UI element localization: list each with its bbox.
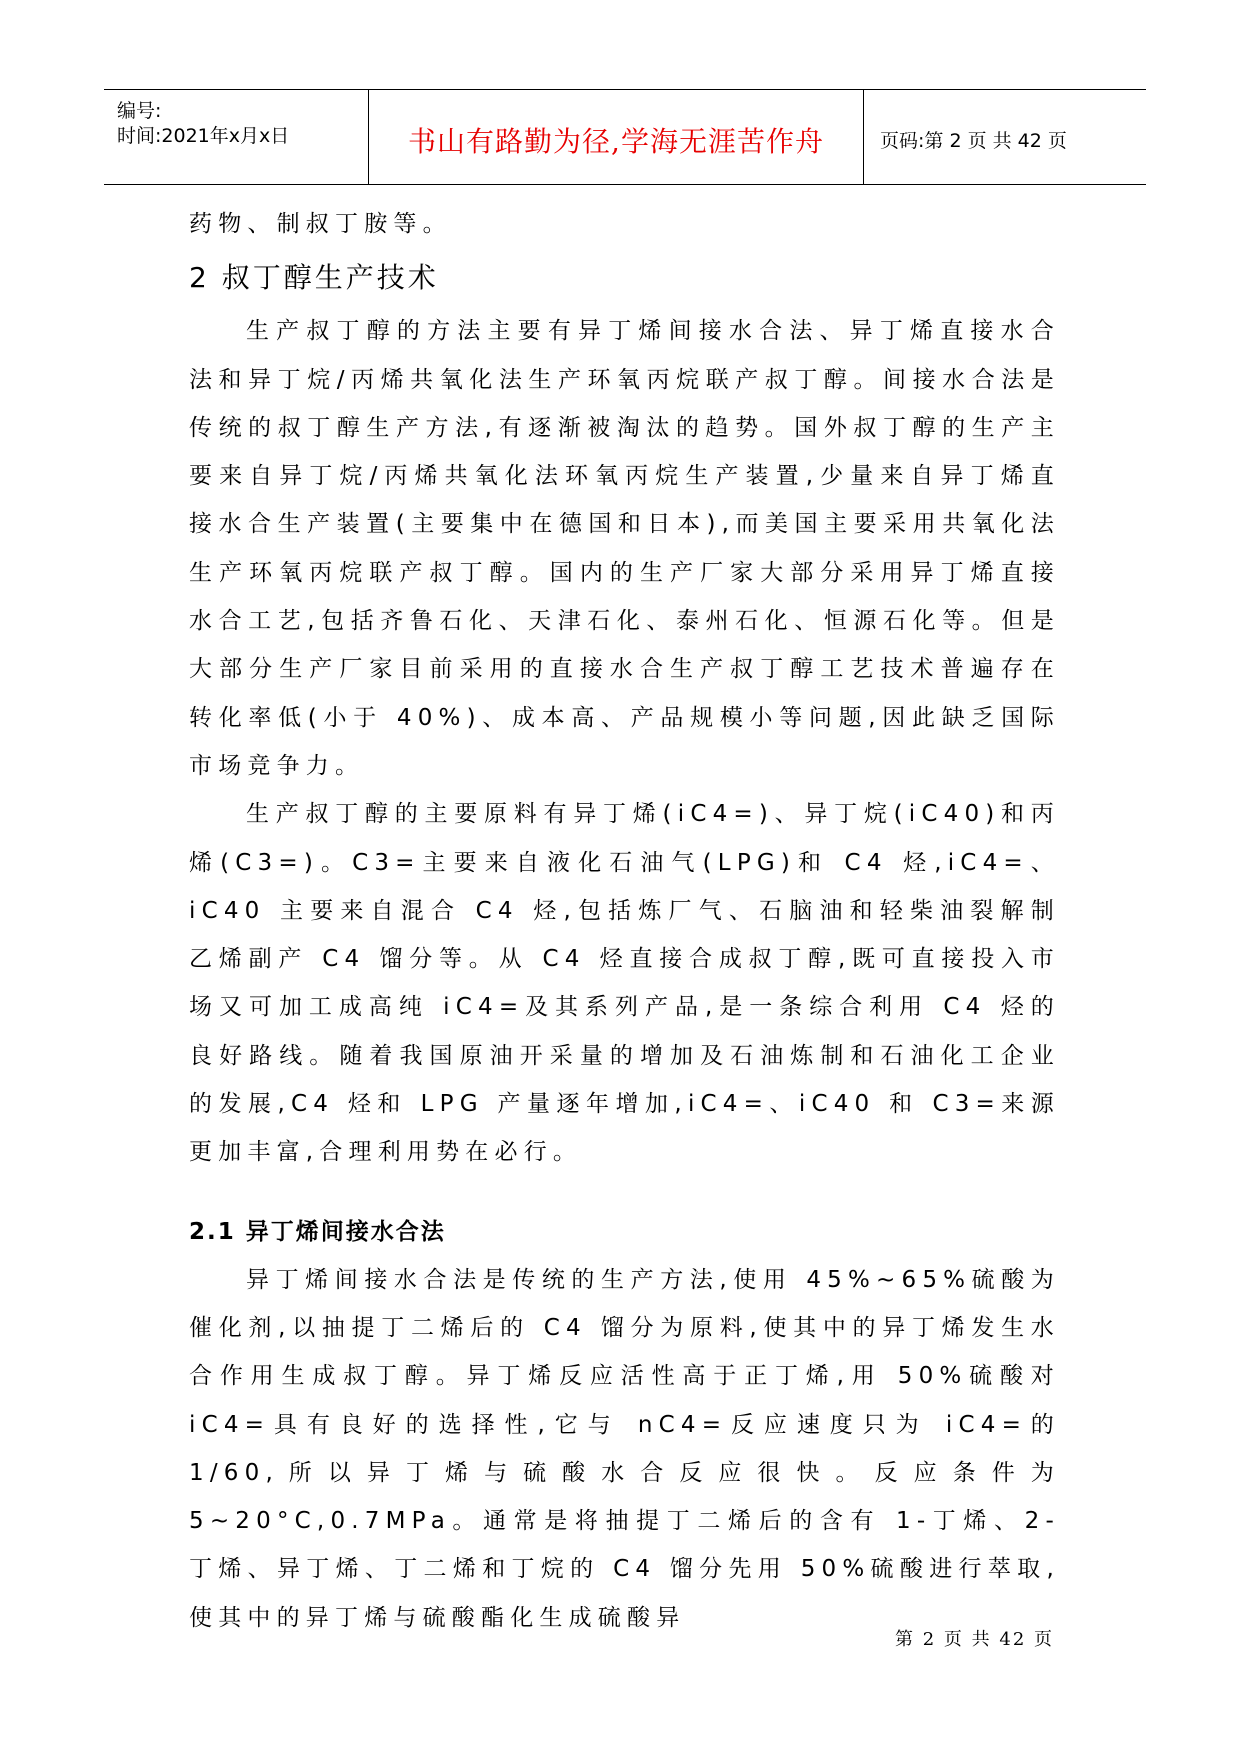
number-label: 编号:	[117, 100, 162, 122]
header-info-cell	[104, 90, 369, 184]
time-label: 时间:2021年x月x日	[117, 125, 290, 147]
header-motto-cell	[369, 90, 864, 184]
motto-text: 书山有路勤为径,学海无涯苦作舟	[408, 125, 824, 158]
page-header	[104, 89, 1146, 185]
paragraph-indirect-hydration: 异丁烯间接水合法是传统的生产方法,使用 45%~65%硫酸为催化剂,以抽提丁二烯后的 C4 馏分为原料,使其中的异丁烯发生水合作用生成叔丁醇。异丁烯反应活性高于正丁烯,用 50%硫酸对 iC4=具有良好的选择性,它与 nC4=反应速度只为 iC4=的 1/60,所以异丁烯与硫酸水合反应很快。反应条件为 5~20°C,0.7MPa。通常是将抽提丁二烯后的含有 1-丁烯、2-丁烯、异丁烯、丁二烯和丁烷的 C4 馏分先用 50%硫酸进行萃取,使其中的异丁烯与硫酸酯化生成硫酸异	[189, 1266, 1060, 1631]
document-body	[189, 200, 1060, 1642]
page-footer: 第 2 页 共 42 页	[895, 1629, 1054, 1650]
page-code: 页码:第 2 页 共 42 页	[880, 130, 1067, 152]
spacer	[189, 1177, 1060, 1208]
section-heading-2: 2 叔丁醇生产技术	[189, 261, 439, 295]
paragraph-continuation: 药物、制叔丁胺等。	[189, 211, 452, 237]
paragraph-raw-materials: 生产叔丁醇的主要原料有异丁烯(iC4=)、异丁烷(iC40)和丙烯(C3=)。C3=主要来自液化石油气(LPG)和 C4 烃,iC4=、iC40 主要来自混合 C4 烃,包括炼厂气、石脑油和轻柴油裂解制乙烯副产 C4 馏分等。从 C4 烃直接合成叔丁醇,既可直接投入市场又可加工成高纯 iC4=及其系列产品,是一条综合利用 C4 烃的良好路线。随着我国原油开采量的增加及石油炼制和石油化工企业的发展,C4 烃和 LPG 产量逐年增加,iC4=、iC40 和 C3=来源更加丰富,合理利用势在必行。	[189, 801, 1060, 1166]
paragraph-production-methods: 生产叔丁醇的方法主要有异丁烯间接水合法、异丁烯直接水合法和异丁烷/丙烯共氧化法生产环氧丙烷联产叔丁醇。间接水合法是传统的叔丁醇生产方法,有逐渐被淘汰的趋势。国外叔丁醇的生产主要来自异丁烷/丙烯共氧化法环氧丙烷生产装置,少量来自异丁烯直接水合生产装置(主要集中在德国和日本),而美国主要采用共氧化法生产环氧丙烷联产叔丁醇。国内的生产厂家大部分采用异丁烯直接水合工艺,包括齐鲁石化、天津石化、泰州石化、恒源石化等。但是大部分生产厂家目前采用的直接水合生产叔丁醇工艺技术普遍存在转化率低(小于 40%)、成本高、产品规模小等问题,因此缺乏国际市场竞争力。	[189, 318, 1060, 779]
section-heading-2-1: 2.1 异丁烯间接水合法	[189, 1218, 446, 1245]
header-page-cell	[864, 90, 1146, 184]
